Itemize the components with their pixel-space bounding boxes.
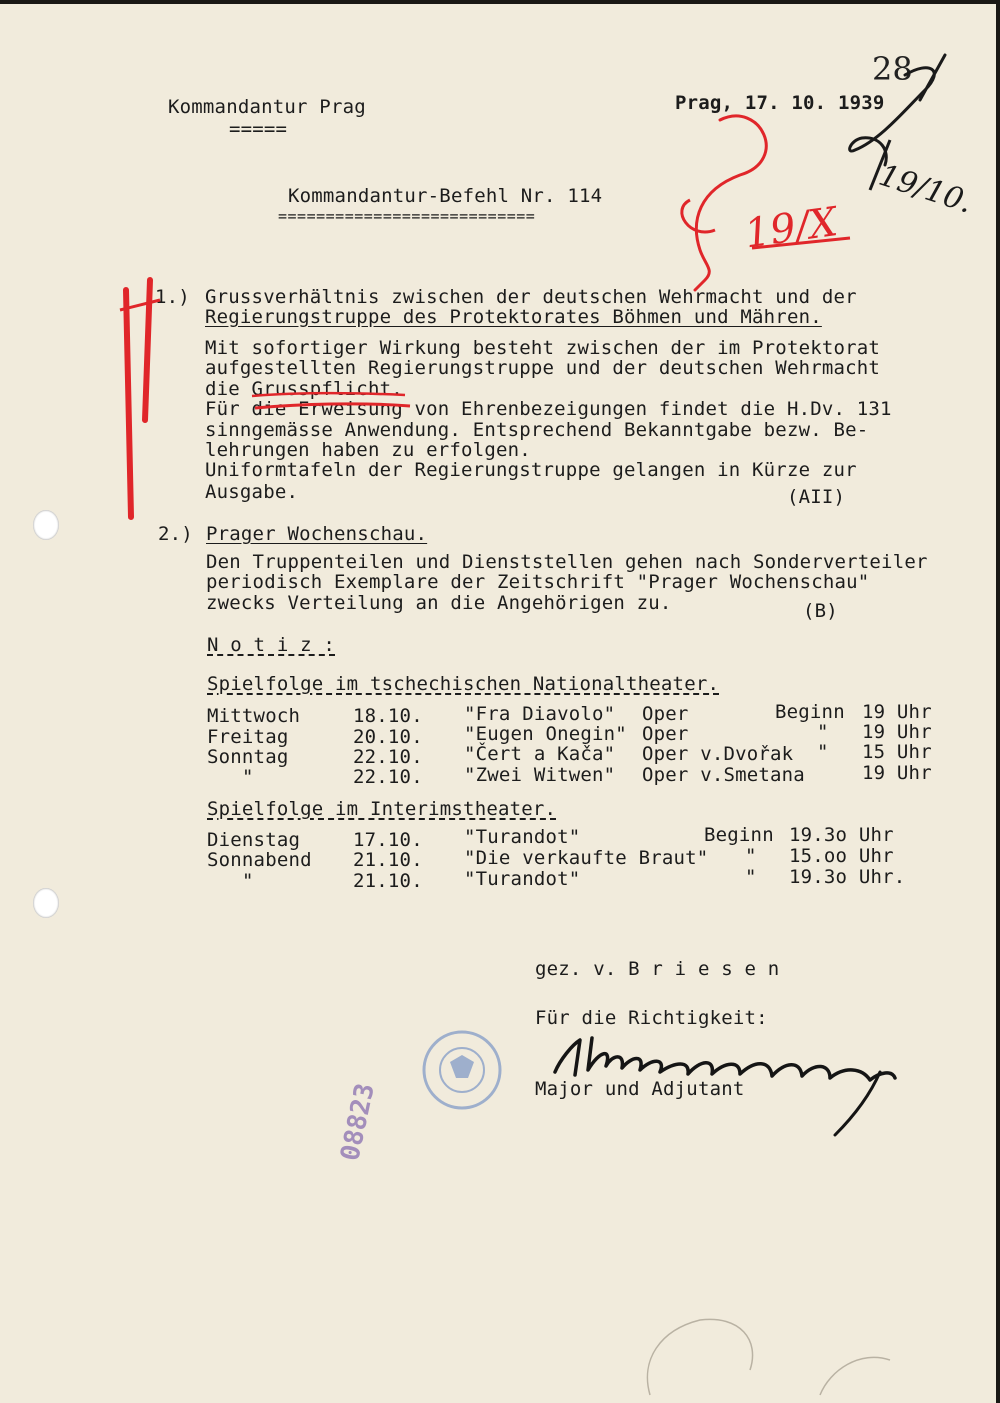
interim-begin: Beginn <box>704 824 774 846</box>
national-date: 18.10. <box>353 705 423 727</box>
page-number: 28 <box>872 50 913 88</box>
certified-label: Für die Richtigkeit: <box>535 1007 768 1029</box>
section1-line: Mit sofortiger Wirkung besteht zwischen der im Protektorat <box>205 337 881 359</box>
signed-by: gez. v. B r i e s e n <box>535 958 780 980</box>
national-type: Oper v.Smetana <box>642 764 805 786</box>
national-title: "Čert a Kača" <box>464 743 616 765</box>
interim-day: Sonnabend <box>207 849 312 871</box>
national-type: Oper v.Dvořak <box>642 743 794 765</box>
section2-line: Den Truppenteilen und Dienststellen gehen nach Sonderverteiler <box>206 551 928 573</box>
red-pencil-stroke <box>695 116 766 290</box>
national-time: 15 Uhr <box>862 741 932 763</box>
section1-heading-line1: Grussverhältnis zwischen der deutschen Wehrmacht und der <box>205 286 857 308</box>
notiz-heading: N o t i z : <box>207 634 336 656</box>
national-title: "Fra Diavolo" <box>464 703 616 725</box>
national-title: "Zwei Witwen" <box>464 764 616 786</box>
interim-time: 15.oo Uhr <box>789 845 894 867</box>
red-margin-bar-right <box>145 280 150 420</box>
interim-title: "Turandot" <box>464 826 581 848</box>
national-day: Freitag <box>207 726 289 748</box>
red-underline <box>252 393 405 396</box>
interim-day: Dienstag <box>207 829 301 851</box>
office-underline: ===== <box>229 118 288 140</box>
signature-tail <box>835 1072 880 1135</box>
interim-begin: " <box>745 866 757 888</box>
national-day: " <box>242 766 254 788</box>
national-begin: " <box>817 741 829 763</box>
section1-line: die Grusspflicht. <box>205 378 403 400</box>
seal-eagle-icon <box>450 1055 474 1078</box>
faint-pencil-doodle <box>647 1319 890 1395</box>
national-day: Mittwoch <box>207 705 301 727</box>
national-type: Oper <box>642 703 689 725</box>
interim-time: 19.3o Uhr <box>789 824 894 846</box>
section1-number: 1.) <box>155 286 190 308</box>
interim-date: 21.10. <box>353 870 423 892</box>
national-time: 19 Uhr <box>862 762 932 784</box>
interim-day: " <box>242 870 254 892</box>
national-day: Sonntag <box>207 746 289 768</box>
national-date: 22.10. <box>353 766 423 788</box>
national-theater-heading: Spielfolge im tschechischen Nationaltheater. <box>207 673 720 695</box>
national-begin: " <box>817 721 829 743</box>
national-type: Oper <box>642 723 689 745</box>
section1-line: aufgestellten Regierungstruppe und der deutschen Wehrmacht <box>205 357 881 379</box>
handwritten-signature <box>555 1038 895 1080</box>
red-pencil-mark: 19/X <box>741 198 841 258</box>
national-time: 19 Uhr <box>862 701 932 723</box>
section2-line: periodisch Exemplare der Zeitschrift "Prager Wochenschau" <box>206 571 870 593</box>
official-seal-stamp <box>424 1032 500 1108</box>
national-date: 20.10. <box>353 726 423 748</box>
number-stamp: 08823 <box>335 1080 381 1164</box>
section1-line: lehrungen haben zu erfolgen. <box>205 439 531 461</box>
ink-initials <box>850 55 945 165</box>
section1-line: Ausgabe. <box>205 481 299 503</box>
section1-heading-line2: Regierungstruppe des Protektorates Böhmen und Mähren. <box>205 306 822 328</box>
section2-line: zwecks Verteilung an die Angehörigen zu. <box>206 592 672 614</box>
interim-time: 19.3o Uhr. <box>789 866 906 888</box>
signer-role: Major und Adjutant <box>535 1078 745 1100</box>
section2-number: 2.) <box>158 523 193 545</box>
section1-line: Uniformtafeln der Regierungstruppe gelangen in Kürze zur <box>205 459 857 481</box>
section2-heading: Prager Wochenschau. <box>206 523 428 545</box>
section2-code: (B) <box>803 600 838 622</box>
national-date: 22.10. <box>353 746 423 768</box>
section1-code: (AII) <box>787 486 846 508</box>
red-margin-bar-left <box>126 290 131 517</box>
order-title: Kommandantur-Befehl Nr. 114 <box>288 185 603 207</box>
national-time: 19 Uhr <box>862 721 932 743</box>
interim-date: 17.10. <box>353 829 423 851</box>
ink-date: 19/10. <box>874 157 977 221</box>
interim-theater-heading: Spielfolge im Interimstheater. <box>207 798 557 820</box>
national-begin: Beginn <box>775 701 845 723</box>
red-strikethrough <box>255 404 410 408</box>
interim-date: 21.10. <box>353 849 423 871</box>
office-name: Kommandantur Prag <box>168 96 366 118</box>
national-title: "Eugen Onegin" <box>464 723 627 745</box>
interim-begin: " <box>745 845 757 867</box>
interim-title: "Turandot" <box>464 868 581 890</box>
place-date: Prag, 17. 10. 1939 <box>675 92 885 114</box>
interim-title: "Die verkaufte Braut" <box>464 847 709 869</box>
section1-line: Für die Erweisung von Ehrenbezeigungen findet die H.Dv. 131 <box>205 398 892 420</box>
order-title-underline: =========================== <box>278 207 536 225</box>
section1-line: sinngemässe Anwendung. Entsprechend Bekanntgabe bezw. Be- <box>205 419 869 441</box>
